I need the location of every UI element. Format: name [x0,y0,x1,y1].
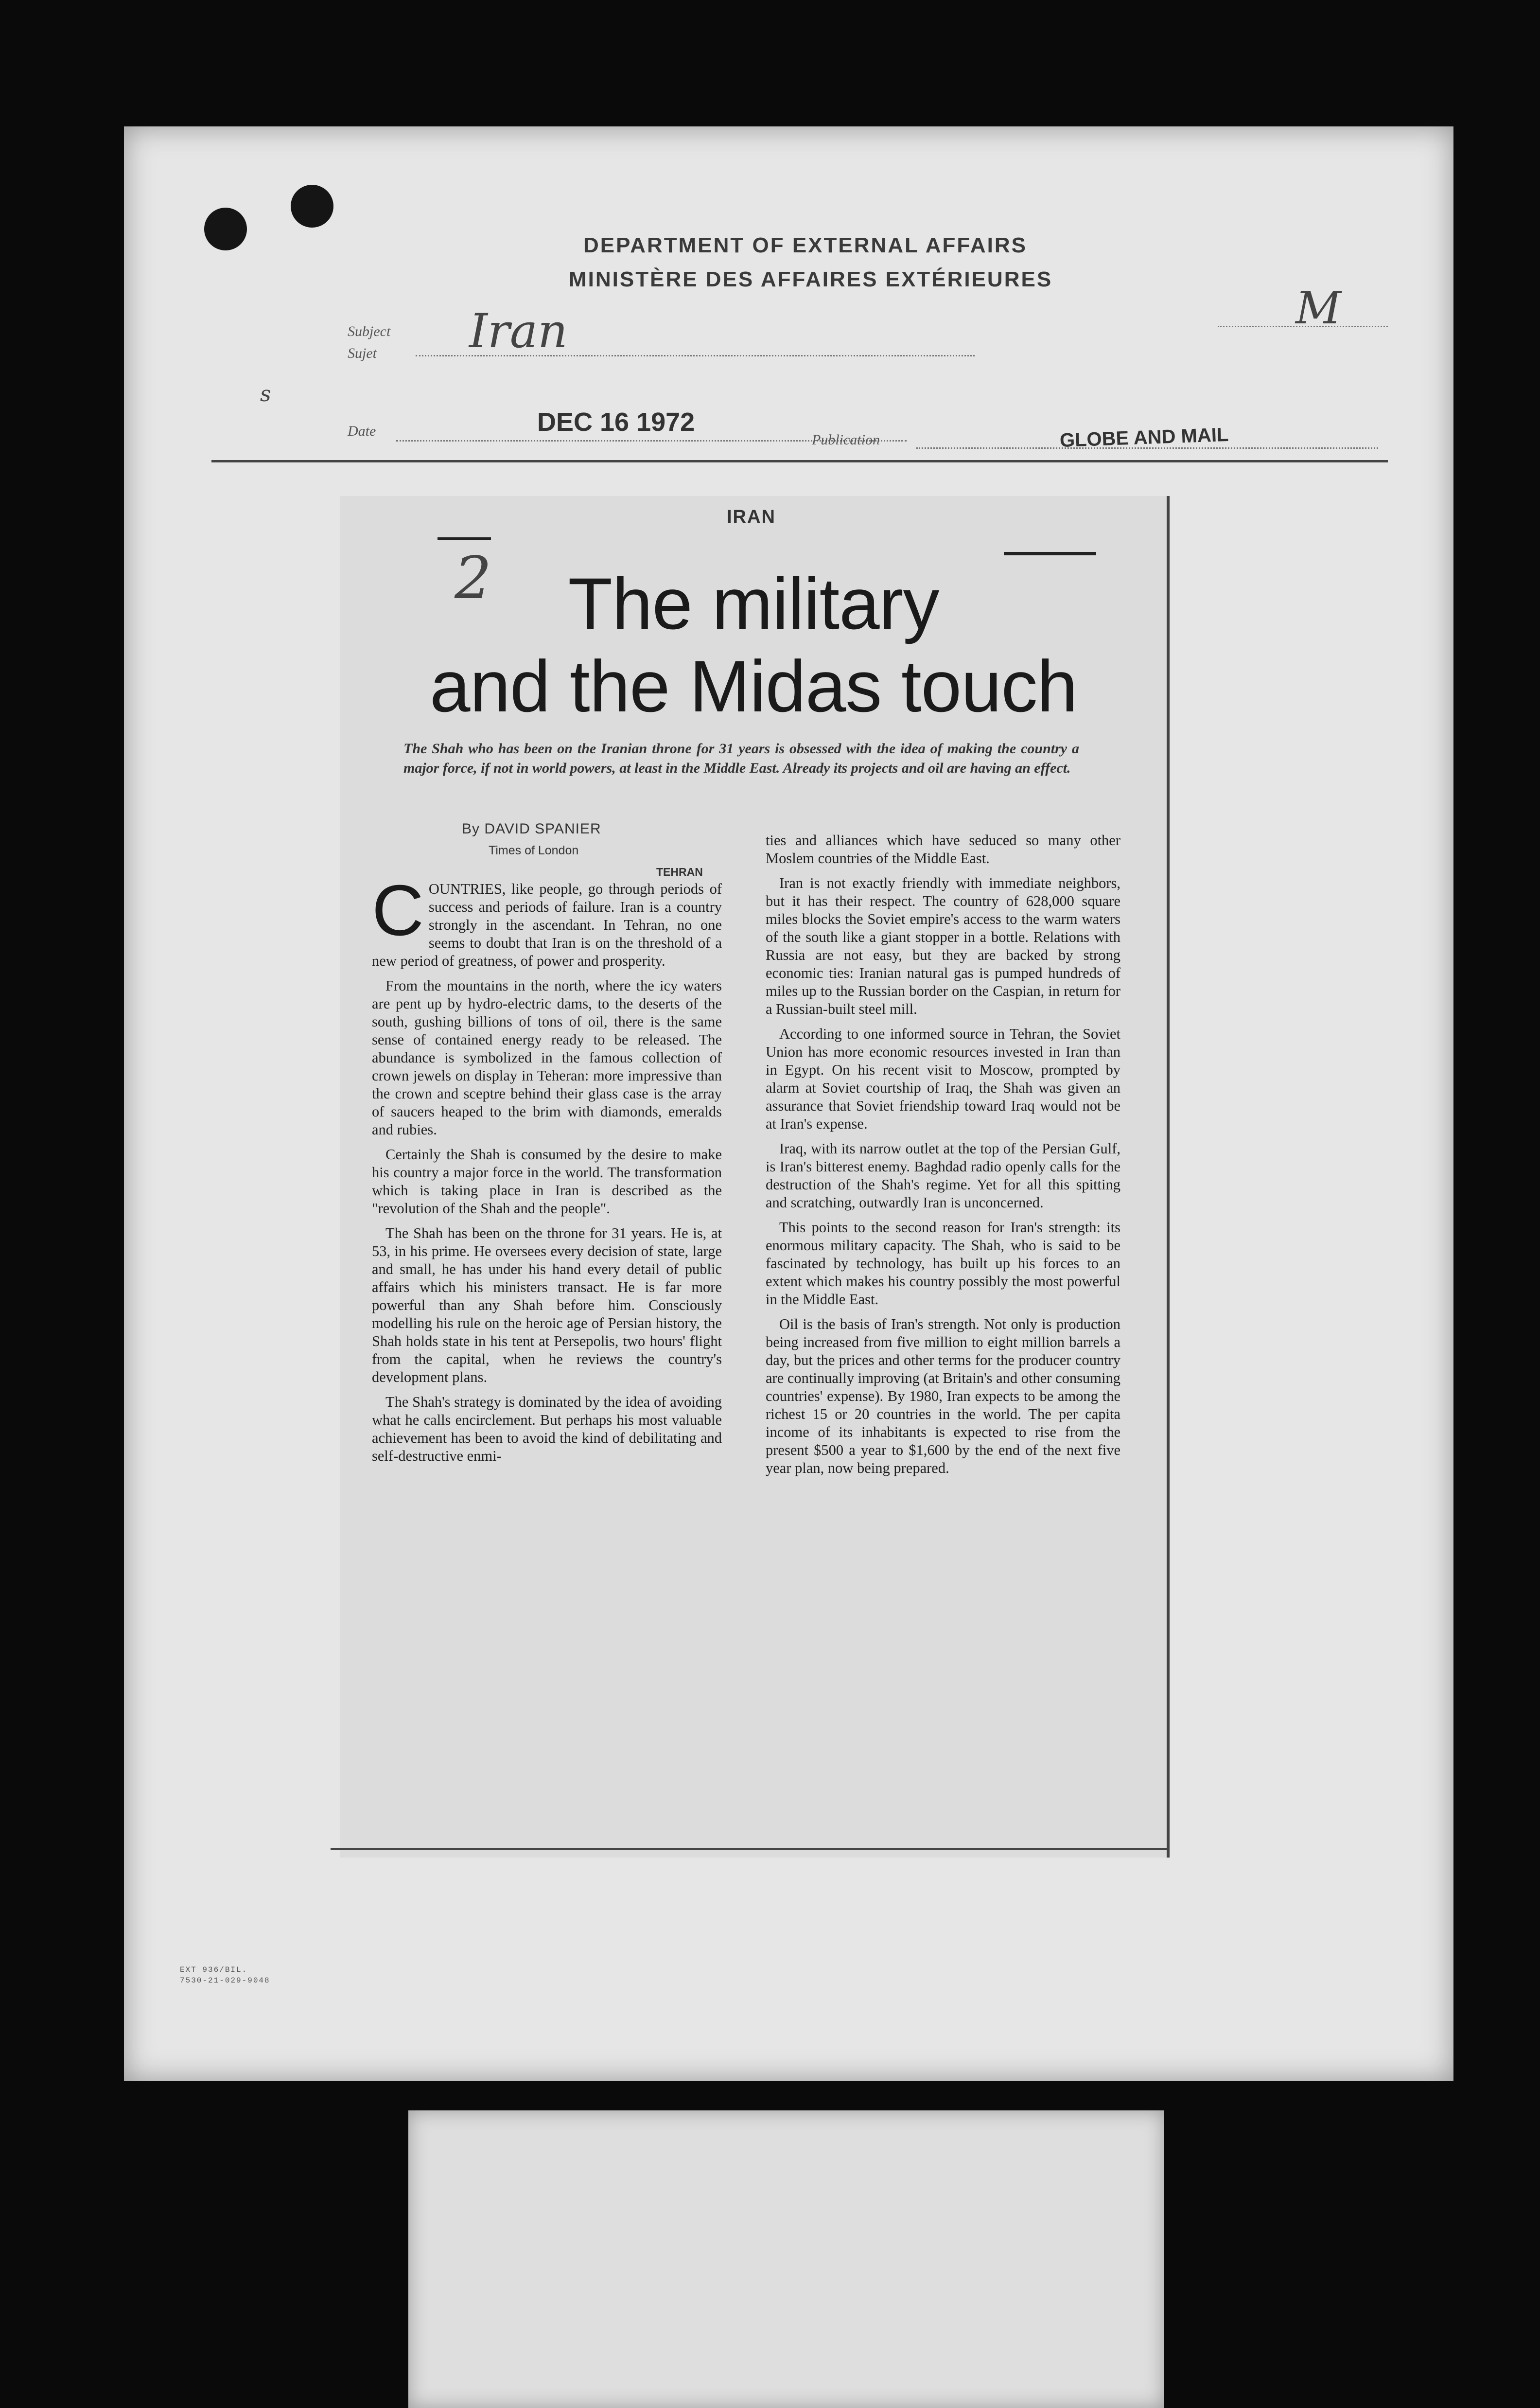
clipping-bottom-rule [331,1848,1167,1850]
subject-handwritten: Iran [469,304,568,358]
punch-hole [291,185,333,228]
department-en: DEPARTMENT OF EXTERNAL AFFAIRS [583,233,1027,257]
paragraph: COUNTRIES, like people, go through periods of success and periods of failure. Iran is a country strongly in the ascendant. In Tehran, no one seems to doubt that Iran is on the threshold of a new period of greatness, of power and prosperity. [372,870,722,969]
paragraph: Certainly the Shah is consumed by the desire to make his country a major force in the world. The transformation which is taking place in Iran is described as the "revolution of the Shah and the people". [372,1146,722,1217]
subject-label: Subject [348,323,391,339]
corner-mark: M [1295,282,1342,334]
punch-hole [204,208,247,250]
sujet-label: Sujet [348,345,377,361]
department-fr: MINISTÈRE DES AFFAIRES EXTÉRIEURES [569,267,1053,291]
article-column-2 [766,832,1120,1484]
page-mark: 2 [455,545,492,612]
paragraph: Oil is the basis of Iran's strength. Not only is production being increased from five million to eight million barrels a day, but the prices and other terms for the producer country are continually improving (at Britain's and other consuming countries' expense). By 1980, Iran expects to be among the richest 15 or 20 countries in the world. The per capita income of its inhabitants is expected to rise from the present $500 a year to $1,600 by the end of the next five year plan, now being prepared. [766,1316,1120,1476]
handwritten-stroke [1004,552,1096,555]
paragraph: Iran is not exactly friendly with immediate neighbors, but it has their respect. The country of 628,000 square miles blocks the Soviet empire's access to the warm waters of the south like a giant stopper in a bottle. Relations with Russia are not easy, but they are backed by strong economic ties: Iranian natural gas is pumped hundreds of miles up to the Russian border on the Caspian, in return for a Russian-built steel mill. [766,875,1120,1017]
form-code: EXT 936/BIL. 7530-21-029-9048 [180,1965,270,1985]
margin-mark: s [260,382,271,407]
paragraph: The Shah's strategy is dominated by the idea of avoiding what he calls encirclement. But perhaps his most valuable achievement has been to avoid the kind of debilitating and self-destructive enmi- [372,1394,722,1464]
date-stamp: DEC 16 1972 [537,407,695,437]
paragraph: Iraq, with its narrow outlet at the top of the Persian Gulf, is Iran's bitterest enemy. Baghdad radio openly calls for the destruction of the Shah's regime. Yet for all this spitting and scratching, outwardly Iran is unconcerned. [766,1140,1120,1211]
paragraph: This points to the second reason for Iran's strength: its enormous military capacity. The Shah, who is said to be fascinated by technology, has built up his forces to an extent which makes his country possibly the most powerful in the Middle East. [766,1219,1120,1308]
headline-line-1: The military [568,563,939,644]
next-page-edge [408,2110,1164,2408]
date-label: Date [348,423,376,439]
article-deck: The Shah who has been on the Iranian throne for 31 years is obsessed with the idea of making the country a major force, if not in world powers, at least in the Middle East. Already its projects and oil are having an effect. [403,741,1079,776]
header-rule [211,460,1388,462]
publication-stamp: GLOBE AND MAIL [1059,424,1229,452]
paragraph: ties and alliances which have seduced so many other Moslem countries of the Middle East. [766,832,1120,867]
article-column-1 [372,870,722,1472]
newspaper-clipping [340,496,1170,1858]
publication-label: Publication [812,432,880,448]
paragraph: The Shah has been on the throne for 31 years. He is, at 53, in his prime. He oversees every decision of state, large and small, he has under his hand every detail of public affairs which his ministers transact. He is far more powerful than any Shah before him. Consciously modelling his rule on the heroic age of Persian history, the Shah holds state in his tent at Persepolis, two hours' flight from the capital, when he reviews the country's development plans. [372,1225,722,1385]
dateline: TEHRAN [656,866,703,878]
handwritten-stroke [438,537,491,540]
paragraph: According to one informed source in Tehran, the Soviet Union has more economic resources invested in Iran than in Egypt. On his recent visit to Moscow, prompted by alarm at Soviet courtship of Iraq, the Shah was given an assurance that Soviet friendship toward Iraq would not be at Iran's expense. [766,1026,1120,1132]
byline: By DAVID SPANIER [462,821,601,837]
drop-cap: C [372,870,424,951]
section-label: IRAN [727,507,776,527]
byline-credit: Times of London [489,844,579,857]
headline-line-2: and the Midas touch [430,645,1077,727]
paragraph: From the mountains in the north, where the icy waters are pent up by hydro-electric dams, to the deserts of the south, gushing billions of tons of oil, there is the same sense of contained energy ready to be released. The abundance is symbolized in the famous collection of crown jewels on display in Teheran: more impressive than the crown and sceptre behind their glass case is the array of saucers heaped to the brim with diamonds, emeralds and rubies. [372,977,722,1138]
